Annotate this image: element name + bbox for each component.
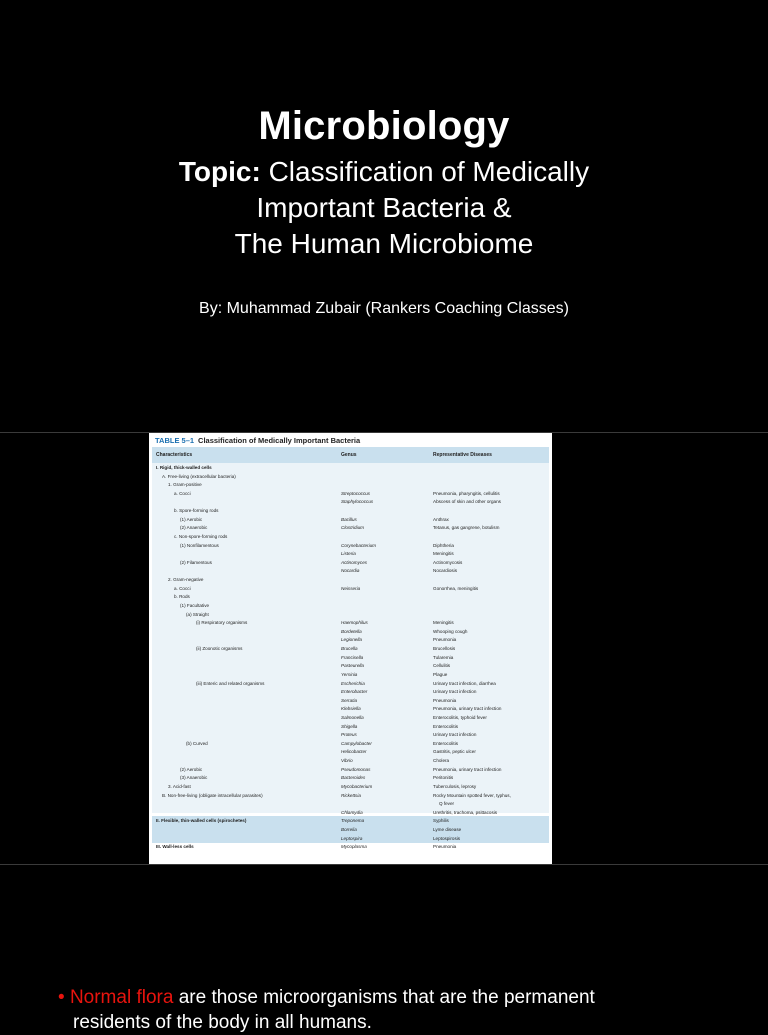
table-row [152, 680, 549, 688]
table-caption-text: Classification of Medically Important Bacteria [198, 436, 361, 445]
cell-disease: Urinary tract infection [433, 689, 477, 695]
cell-disease: Anthrax [433, 516, 449, 522]
cell-genus: Actinomyces [341, 559, 368, 565]
cell-characteristic: b. Rods [174, 594, 190, 600]
table-row [152, 792, 549, 800]
table-row [152, 464, 549, 472]
bullet-text-line-2: residents of the body in all humans. [73, 1012, 372, 1033]
cell-characteristic: (1) Nonfilamentous [180, 542, 219, 548]
topic-label: Topic: [178, 156, 261, 187]
cell-disease: Urethritis, trachoma, psittacosis [433, 809, 498, 815]
topic-line-1: Classification of Medically [268, 156, 590, 187]
cell-genus: Vibrio [341, 758, 353, 764]
table-row [152, 688, 549, 696]
cell-disease: Tularemia [433, 654, 454, 660]
cell-characteristic: (2) Aerobic [180, 766, 203, 772]
cell-disease: Peritonitis [433, 775, 454, 781]
cell-characteristic: II. Flexible, thin-walled cells (spirochetes) [156, 818, 247, 824]
cell-genus: Bordetella [341, 628, 362, 634]
cell-disease: Diphtheria [433, 542, 454, 548]
cell-characteristic: 1. Gram-positive [168, 482, 202, 488]
cell-disease: Tuberculosis, leprosy [433, 783, 477, 789]
cell-characteristic: 2. Gram-negative [168, 577, 204, 583]
table-row [152, 835, 549, 843]
cell-disease: Meningitis [433, 620, 454, 626]
cell-characteristic: I. Rigid, thick-walled cells [156, 465, 212, 470]
cell-disease: Pneumonia [433, 697, 457, 703]
cell-characteristic: (b) Curved [186, 740, 208, 746]
bullet-normal-flora [58, 985, 698, 1035]
content-slide [0, 865, 768, 1033]
table-row [152, 481, 549, 489]
cell-characteristic: (3) Anaerobic [180, 775, 208, 781]
table-row [152, 516, 549, 524]
cell-genus: Nocardia [341, 568, 360, 574]
cell-disease: Meningitis [433, 551, 454, 557]
cell-genus: Listeria [341, 551, 356, 557]
cell-genus: Mycoplasma [341, 844, 367, 850]
cell-genus: Salmonella [341, 714, 364, 720]
table-header-row [152, 447, 549, 463]
cell-genus: Neisseria [341, 585, 361, 591]
cell-disease: Plague [433, 671, 448, 677]
cell-disease: Urinary tract infection, diarrhea [433, 680, 496, 686]
table-row [152, 740, 549, 748]
cell-characteristic: a. Cocci [174, 585, 191, 591]
table-row [152, 473, 549, 481]
cell-genus: Clostridium [341, 525, 364, 531]
cell-genus: Serratia [341, 697, 358, 703]
table-row [152, 645, 549, 653]
cell-genus: Bacillus [341, 516, 357, 522]
table-row [152, 619, 549, 627]
table-row [152, 843, 549, 851]
table-row [152, 714, 549, 722]
table-row [152, 723, 549, 731]
table-row [152, 490, 549, 498]
cell-disease: Pneumonia, urinary tract infection [433, 706, 502, 712]
cell-characteristic: (2) Filamentous [180, 559, 212, 565]
table-row [152, 766, 549, 774]
table-row [152, 628, 549, 636]
cell-genus: Mycobacterium [341, 783, 373, 789]
table-row [152, 774, 549, 782]
table-row [152, 731, 549, 739]
cell-disease: Pneumonia [433, 637, 457, 643]
slide-title: Microbiology [258, 104, 510, 148]
author-byline: By: Muhammad Zubair (Rankers Coaching Classes) [199, 300, 569, 317]
cell-genus: Campylobacter [341, 740, 372, 746]
table-row [152, 585, 549, 593]
table-row [152, 559, 549, 567]
cell-characteristic: (1) Aerobic [180, 516, 203, 522]
cell-genus: Borrelia [341, 827, 357, 833]
topic-line-3: The Human Microbiome [234, 228, 534, 259]
table-row [152, 809, 549, 817]
table-row [152, 748, 549, 756]
cell-genus: Pseudomonas [341, 766, 371, 772]
bullet-marker: • [58, 987, 65, 1008]
table-number: TABLE 5–1 [155, 436, 195, 445]
cell-characteristic: III. Wall-less cells [156, 844, 194, 850]
cell-characteristic: b. Spore-forming rods [174, 508, 219, 514]
table-row [152, 542, 549, 550]
cell-disease: Pneumonia [433, 844, 457, 850]
cell-genus: Haemophilus [341, 620, 368, 626]
cell-characteristic: (i) Respiratory organisms [196, 620, 248, 626]
classification-table-image [149, 433, 552, 864]
cell-genus: Staphylococcus [341, 499, 374, 505]
table-row [152, 593, 549, 601]
table-caption [155, 436, 360, 445]
cell-characteristic: (1) Facultative [180, 602, 210, 608]
cell-disease: Urinary tract infection [433, 732, 477, 738]
bullet-text: are those microorganisms that are the permanent [173, 987, 595, 1008]
cell-characteristic: B. Non-free-living (obligate intracellular parasites) [162, 792, 263, 798]
header-diseases: Representative Diseases [433, 452, 492, 458]
cell-characteristic: 3. Acid-fast [168, 783, 191, 789]
cell-genus: Chlamydia [341, 809, 363, 815]
table-row [152, 533, 549, 541]
cell-genus: Enterobacter [341, 689, 368, 695]
bullet-highlight: Normal flora [69, 987, 174, 1008]
cell-genus: Bacteroides [341, 775, 366, 781]
cell-genus: Corynebacterium [341, 542, 376, 548]
cell-genus: Brucella [341, 646, 358, 652]
table-row [152, 826, 549, 834]
cell-disease: Lyme disease [433, 827, 462, 833]
cell-disease: Tetanus, gas gangrene, botulism [433, 525, 500, 531]
cell-genus: Escherichia [341, 680, 365, 686]
cell-genus: Yersinia [341, 671, 358, 677]
cell-genus: Streptococcus [341, 490, 371, 496]
cell-characteristic: a. Cocci [174, 490, 191, 496]
cell-disease: Gastritis, peptic ulcer [433, 749, 476, 755]
cell-characteristic: (ii) Zoonotic organisms [196, 646, 243, 652]
table-row [152, 662, 549, 670]
cell-disease: Q fever [439, 801, 455, 807]
cell-characteristic: (a) Straight [186, 611, 209, 617]
cell-disease: Cellulitis [433, 663, 451, 669]
cell-disease: Cholera [433, 758, 450, 764]
cell-disease: Leptospirosis [433, 835, 461, 841]
cell-characteristic: (2) Anaerobic [180, 525, 208, 531]
table-row [152, 567, 549, 575]
cell-disease: Brucellosis [433, 646, 456, 652]
table-row [152, 602, 549, 610]
cell-genus: Pasteurella [341, 663, 364, 669]
title-slide [0, 0, 768, 432]
cell-genus: Helicobacter [341, 749, 367, 755]
table-row [152, 636, 549, 644]
cell-characteristic: c. Non-spore-forming rods [174, 533, 228, 539]
table-slide [0, 433, 768, 864]
cell-disease: Gonorrhea, meningitis [433, 585, 479, 591]
slide-topic [0, 154, 768, 262]
cell-disease: Rocky Mountain spotted fever, typhus, [433, 792, 511, 798]
table-row [152, 697, 549, 705]
cell-disease: Pneumonia, pharyngitis, cellulitis [433, 490, 500, 496]
header-characteristics: Characteristics [156, 452, 193, 458]
topic-line-2: Important Bacteria & [256, 192, 512, 223]
cell-genus: Shigella [341, 723, 358, 729]
table-row [152, 817, 549, 825]
table-row [152, 611, 549, 619]
table-row [152, 671, 549, 679]
table-row [152, 705, 549, 713]
cell-disease: Pneumonia, urinary tract infection [433, 766, 502, 772]
table-row [152, 507, 549, 515]
cell-genus: Proteus [341, 732, 357, 738]
cell-disease: Enterocolitis [433, 740, 459, 746]
table-row [152, 498, 549, 506]
cell-genus: Klebsiella [341, 706, 361, 712]
cell-characteristic: A. Free-living (extracellular bacteria) [162, 473, 236, 479]
cell-disease: Enterocolitis [433, 723, 459, 729]
cell-characteristic: (iii) Enteric and related organisms [196, 680, 265, 686]
cell-genus: Leptospira [341, 835, 363, 841]
table-row [152, 654, 549, 662]
cell-genus: Francisella [341, 654, 364, 660]
table-row [152, 783, 549, 791]
cell-genus: Legionella [341, 637, 362, 643]
table-row [152, 757, 549, 765]
table-row [152, 576, 549, 584]
cell-genus: Rickettsia [341, 792, 361, 798]
cell-disease: Abscess of skin and other organs [433, 499, 501, 505]
cell-disease: Whooping cough [433, 628, 468, 634]
cell-disease: Syphilis [433, 818, 449, 824]
table-row [152, 524, 549, 532]
cell-disease: Actinomycosis [433, 559, 463, 565]
table-row [152, 550, 549, 558]
cell-disease: Enterocolitis, typhoid fever [433, 714, 487, 720]
cell-genus: Treponema [341, 818, 365, 824]
table-row [152, 800, 549, 808]
cell-disease: Nocardiosis [433, 568, 457, 574]
header-genus: Genus [341, 452, 357, 458]
